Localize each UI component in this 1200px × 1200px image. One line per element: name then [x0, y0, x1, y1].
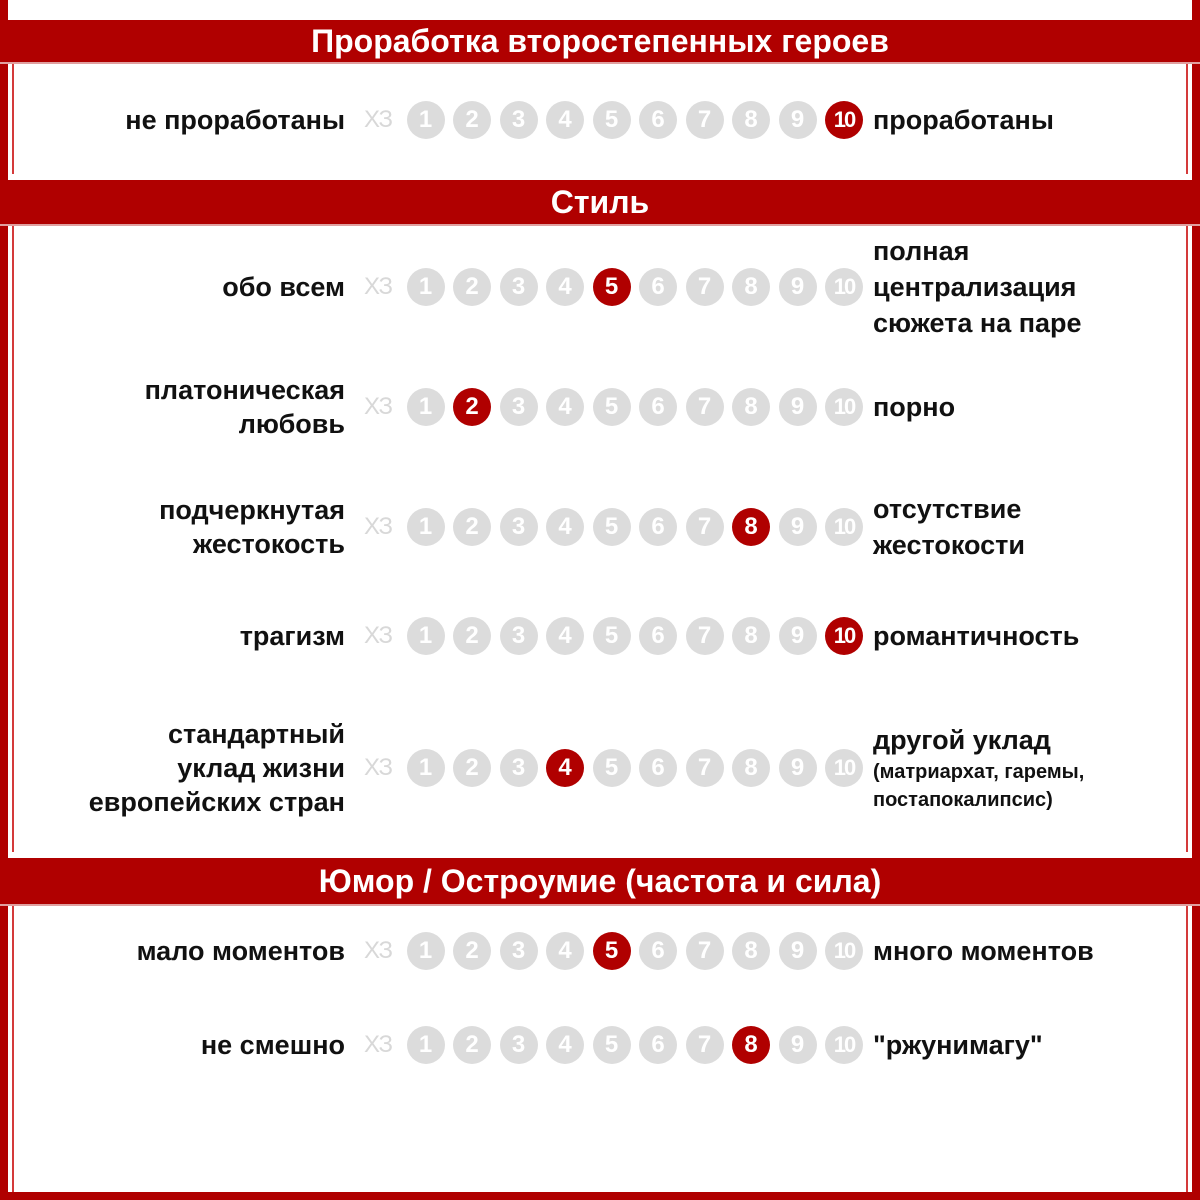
left-label-line: европейских стран: [88, 787, 345, 817]
row-right-label: [873, 233, 1082, 341]
rating-dot[interactable]: 9: [779, 101, 817, 139]
row-right-label: [873, 933, 1094, 969]
section-title: Проработка второстепенных героев: [0, 20, 1200, 64]
rating-dot[interactable]: 1: [407, 101, 445, 139]
right-label-line: проработаны: [873, 105, 1054, 135]
right-label-line: романтичность: [873, 621, 1080, 651]
rating-dot[interactable]: 1: [407, 388, 445, 426]
right-label-line: другой уклад: [873, 725, 1051, 755]
rating-dot[interactable]: 4: [546, 932, 584, 970]
rating-dot[interactable]: 10: [825, 932, 863, 970]
rating-dot[interactable]: 2: [453, 749, 491, 787]
row-right-label: [873, 491, 1025, 563]
rating-dot[interactable]: 9: [779, 749, 817, 787]
row-left-label: [240, 619, 345, 653]
rating-dot[interactable]: 3: [500, 617, 538, 655]
rating-dot[interactable]: 7: [686, 388, 724, 426]
rating-dot[interactable]: 7: [686, 1026, 724, 1064]
rating-dot-selected[interactable]: 2: [453, 388, 491, 426]
right-label-note: постапокалипсис): [873, 789, 1053, 811]
rating-dot[interactable]: 7: [686, 749, 724, 787]
rating-dot[interactable]: 5: [593, 749, 631, 787]
row-left-label: [201, 1028, 345, 1062]
right-label-line: много моментов: [873, 936, 1094, 966]
rating-dot[interactable]: 6: [639, 749, 677, 787]
rating-dot[interactable]: 4: [546, 101, 584, 139]
rating-dot[interactable]: 7: [686, 101, 724, 139]
rating-dot[interactable]: 9: [779, 1026, 817, 1064]
rating-dot[interactable]: 5: [593, 1026, 631, 1064]
row-right-label: [873, 722, 1084, 814]
rating-dot[interactable]: 10: [825, 388, 863, 426]
rating-dot[interactable]: 3: [500, 388, 538, 426]
rating-dot[interactable]: 3: [500, 268, 538, 306]
row-right-label: [873, 1027, 1043, 1063]
dont-know-option[interactable]: ХЗ: [364, 513, 392, 540]
rating-dot[interactable]: 1: [407, 617, 445, 655]
rating-scale: [358, 932, 863, 970]
right-label-line: порно: [873, 392, 956, 422]
rating-dot-selected[interactable]: 8: [732, 508, 770, 546]
left-label-line: жестокость: [193, 529, 345, 559]
left-label-line: не смешно: [200, 1030, 345, 1060]
left-label-line: трагизм: [239, 621, 345, 651]
row-right-label: [873, 389, 955, 425]
rating-dot[interactable]: 8: [732, 932, 770, 970]
rating-dot-selected[interactable]: 10: [825, 617, 863, 655]
rating-dot[interactable]: 6: [639, 268, 677, 306]
rating-dot-selected[interactable]: 5: [593, 932, 631, 970]
rating-scale: [358, 268, 863, 306]
rating-dot-selected[interactable]: 10: [825, 101, 863, 139]
dont-know-option[interactable]: ХЗ: [364, 937, 392, 964]
rating-dot[interactable]: 3: [500, 932, 538, 970]
row-left-label: [159, 493, 345, 561]
dont-know-option[interactable]: ХЗ: [364, 754, 392, 781]
left-label-line: любовь: [238, 409, 345, 439]
rating-dot[interactable]: 6: [639, 617, 677, 655]
rating-dot[interactable]: 2: [453, 268, 491, 306]
dont-know-option[interactable]: ХЗ: [364, 106, 392, 133]
rating-dot[interactable]: 10: [825, 749, 863, 787]
rating-dot[interactable]: 2: [453, 617, 491, 655]
row-left-label: [222, 270, 345, 304]
section-title: Стиль: [0, 180, 1200, 226]
rating-dot[interactable]: 5: [593, 388, 631, 426]
rating-dot[interactable]: 10: [825, 508, 863, 546]
dont-know-option[interactable]: ХЗ: [364, 622, 392, 649]
row-right-label: [873, 618, 1079, 654]
rating-dot[interactable]: 6: [639, 101, 677, 139]
left-label-line: стандартный: [167, 719, 345, 749]
rating-dot[interactable]: 6: [639, 388, 677, 426]
rating-scale: [358, 617, 863, 655]
right-label-line: сюжета на паре: [873, 308, 1082, 338]
rating-dot[interactable]: 5: [593, 508, 631, 546]
rating-dot[interactable]: 8: [732, 388, 770, 426]
rating-dot[interactable]: 8: [732, 749, 770, 787]
row-left-label: [137, 934, 345, 968]
rating-dot[interactable]: 2: [453, 1026, 491, 1064]
rating-dot[interactable]: 4: [546, 388, 584, 426]
rating-dot[interactable]: 4: [546, 268, 584, 306]
rating-scale: [358, 749, 863, 787]
left-label-line: обо всем: [222, 272, 345, 302]
rating-dot[interactable]: 10: [825, 1026, 863, 1064]
right-label-line: отсутствие: [873, 494, 1022, 524]
rating-dot[interactable]: 1: [407, 508, 445, 546]
rating-dot-selected[interactable]: 5: [593, 268, 631, 306]
row-left-label: [145, 373, 345, 441]
rating-scale: [358, 101, 863, 139]
rating-dot[interactable]: 7: [686, 508, 724, 546]
left-label-line: платоническая: [144, 375, 345, 405]
rating-dot[interactable]: 3: [500, 1026, 538, 1064]
left-label-line: уклад жизни: [177, 753, 345, 783]
rating-dot[interactable]: 9: [779, 388, 817, 426]
left-label-line: мало моментов: [136, 936, 345, 966]
dont-know-option[interactable]: ХЗ: [364, 273, 392, 300]
rating-dot-selected[interactable]: 8: [732, 1026, 770, 1064]
rating-dot[interactable]: 5: [593, 101, 631, 139]
left-label-line: не проработаны: [125, 105, 345, 135]
rating-dot[interactable]: 4: [546, 617, 584, 655]
rating-dot[interactable]: 8: [732, 101, 770, 139]
rating-dot[interactable]: 9: [779, 932, 817, 970]
rating-scale: [358, 1026, 863, 1064]
rating-dot[interactable]: 2: [453, 101, 491, 139]
rating-dot[interactable]: 1: [407, 268, 445, 306]
rating-dot[interactable]: 3: [500, 508, 538, 546]
rating-dot[interactable]: 3: [500, 101, 538, 139]
section-title: Юмор / Остроумие (частота и сила): [0, 858, 1200, 906]
rating-dot[interactable]: 7: [686, 932, 724, 970]
rating-dot[interactable]: 6: [639, 932, 677, 970]
rating-dot[interactable]: 1: [407, 932, 445, 970]
right-label-line: жестокости: [873, 530, 1025, 560]
rating-dot[interactable]: 6: [639, 508, 677, 546]
rating-dot-selected[interactable]: 4: [546, 749, 584, 787]
row-left-label: [89, 717, 345, 819]
rating-dot[interactable]: 7: [686, 268, 724, 306]
dont-know-option[interactable]: ХЗ: [364, 1031, 392, 1058]
rating-scale: [358, 508, 863, 546]
rating-dot[interactable]: 9: [779, 268, 817, 306]
dont-know-option[interactable]: ХЗ: [364, 393, 392, 420]
right-label-note: (матриархат, гаремы,: [873, 761, 1085, 783]
right-label-line: "ржунимагу": [873, 1030, 1043, 1060]
rating-dot[interactable]: 1: [407, 749, 445, 787]
rating-dot[interactable]: 1: [407, 1026, 445, 1064]
rating-dot[interactable]: 8: [732, 268, 770, 306]
rating-dot[interactable]: 6: [639, 1026, 677, 1064]
rating-dot[interactable]: 9: [779, 508, 817, 546]
rating-dot[interactable]: 2: [453, 932, 491, 970]
rating-dot[interactable]: 3: [500, 749, 538, 787]
right-label-line: полная: [873, 236, 970, 266]
row-right-label: [873, 102, 1054, 138]
rating-dot[interactable]: 4: [546, 508, 584, 546]
right-label-line: централизация: [873, 272, 1077, 302]
row-left-label: [125, 103, 345, 137]
rating-dot[interactable]: 8: [732, 617, 770, 655]
rating-dot[interactable]: 5: [593, 617, 631, 655]
rating-scale: [358, 388, 863, 426]
rating-dot[interactable]: 10: [825, 268, 863, 306]
rating-dot[interactable]: 4: [546, 1026, 584, 1064]
rating-dot[interactable]: 9: [779, 617, 817, 655]
left-label-line: подчеркнутая: [159, 495, 345, 525]
rating-dot[interactable]: 2: [453, 508, 491, 546]
rating-dot[interactable]: 7: [686, 617, 724, 655]
